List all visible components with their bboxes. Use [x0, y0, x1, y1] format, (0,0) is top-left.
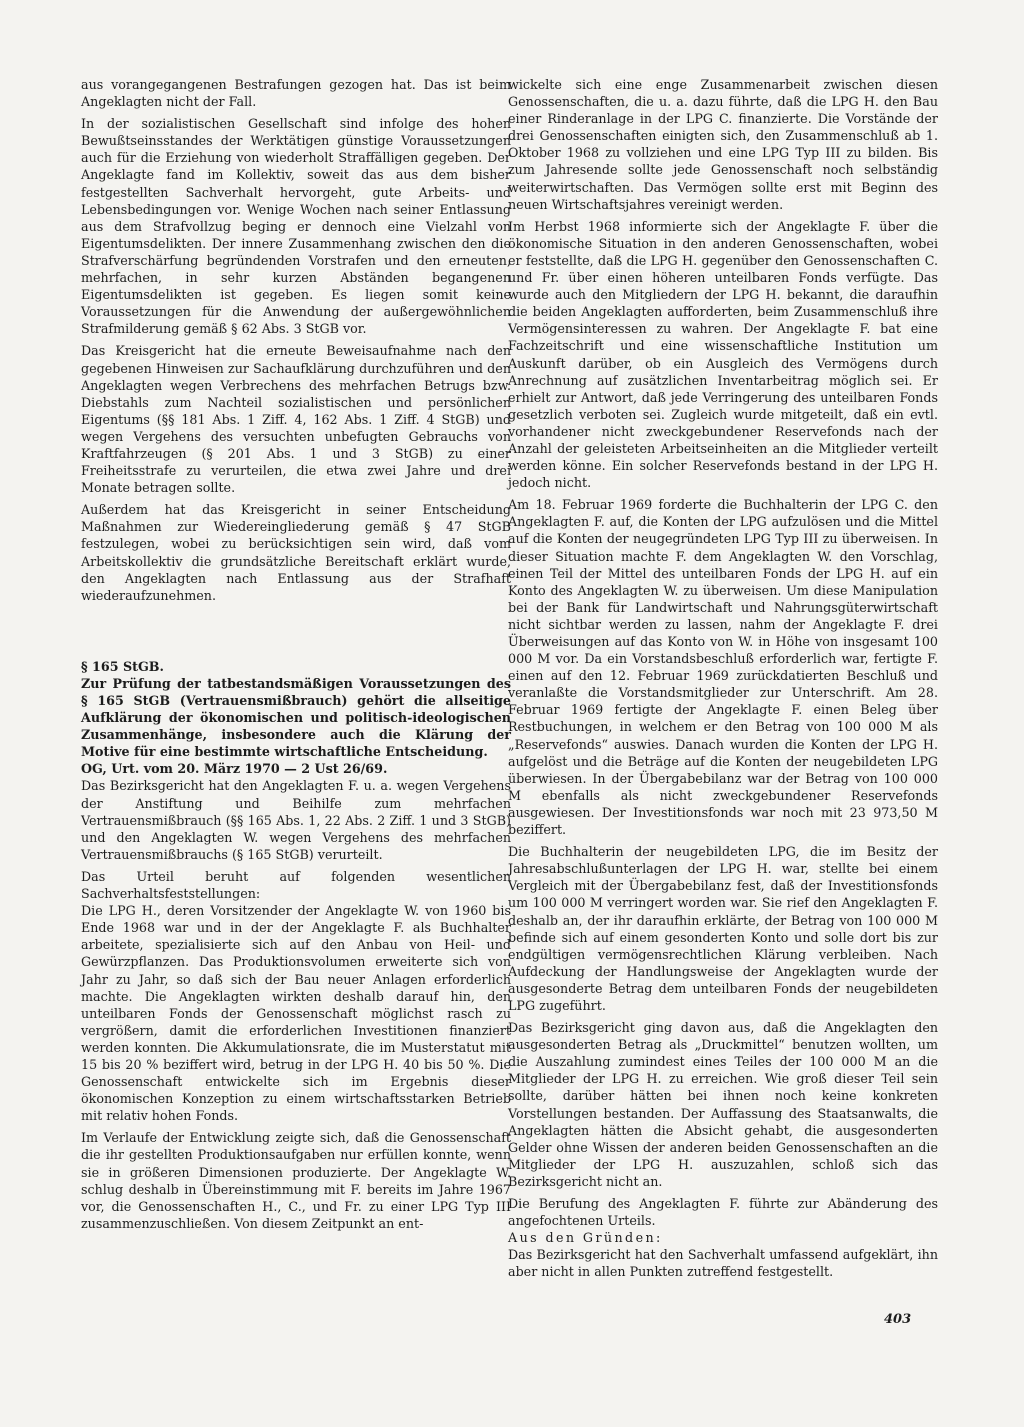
- left-column: [81, 76, 511, 1232]
- paragraph: Am 18. Februar 1969 forderte die Buchhalterin der LPG C. den Angeklagten F. auf, die Konten der LPG aufzulösen und die Mittel auf die Konten der neugegründeten LPG Typ III zu überweisen. In dieser Situation machte F. dem Angeklagten W. den Vorschlag, einen Teil der Mittel des unteilbaren Fonds der LPG H. auf ein Konto des Angeklagten W. zu überweisen. Um diese Manipulation bei der Bank für Landwirtschaft und Nahrungsgüterwirtschaft nicht sichtbar werden zu lassen, nahm der Angeklagte F. drei Überweisungen auf das Konto von W. in Höhe von insgesamt 100 000 M vor. Da ein Vorstandsbeschluß erforderlich war, fertigte F. einen auf den 12. Februar 1969 zurückdatierten Beschluß und veranlaßte die Vorstandsmitglieder zur Unterschrift. Am 28. Februar 1969 fertigte der Angeklagte F. einen Beleg über Restbuchungen, in welchem er den Betrag von 100 000 M als „Reservefonds“ auswies. Danach wurden die Konten der LPG H. aufgelöst und die Beträge auf die Konten der neugebildeten LPG überwiesen. In der Übergabebilanz war der Betrag von 100 000 M ebenfalls als nicht zweckgebundener Reservefonds ausgewiesen. Der Investitionsfonds war noch mit 23 973,50 M beziffert.: [508, 497, 938, 838]
- page-number: 403: [884, 1312, 912, 1327]
- paragraph: wickelte sich eine enge Zusammenarbeit zwischen diesen Genossenschaften, die u. a. dazu führte, daß die LPG H. den Bau einer Rinderanlage in der LPG C. finanzierte. Die Vorstände der drei Genossenschaften einigten sich, den Zusammenschluß ab 1. Oktober 1968 zu vollziehen und eine LPG Typ III zu bilden. Bis zum Jahresende sollte jede Genossenschaft noch selbständig weiterwirtschaften. Das Vermögen sollte erst mit Beginn des neuen Wirtschaftsjahres vereinigt werden.: [508, 77, 938, 212]
- section-heading: § 165 StGB.: [81, 658, 164, 674]
- paragraph: Das Bezirksgericht hat den Sachverhalt umfassend aufgeklärt, ihn aber nicht in allen Punkten zutreffend festgestellt.: [508, 1247, 938, 1280]
- paragraph: Die LPG H., deren Vorsitzender der Angeklagte W. von 1960 bis Ende 1968 war und in der der Angeklagte F. als Buchhalter arbeitete, spezialisierte sich auf den Anbau von Heil- und Gewürzpflanzen. Das Produktionsvolumen erweiterte sich von Jahr zu Jahr, so daß sich der Bau neuer Anlagen erforderlich machte. Die Angeklagten wirkten deshalb darauf hin, den unteilbaren Fonds der Genossenschaft möglichst rasch zu vergrößern, damit die erforderlichen Investitionen finanziert werden konnten. Die Akkumulationsrate, die im Musterstatut mit 15 bis 20 % beziffert wird, betrug in der LPG H. 40 bis 50 %. Die Genossenschaft entwickelte sich im Ergebnis dieser ökonomischen Konzeption zu einem wirtschaftsstarken Betrieb mit relativ hohen Fonds.: [81, 903, 511, 1124]
- paragraph: Außerdem hat das Kreisgericht in seiner Entscheidung Maßnahmen zur Wiedereingliederung gemäß § 47 StGB festzulegen, wobei zu berücksichtigen sein wird, daß vom Arbeitskollektiv die grundsätzliche Bereitschaft erklärt wurde, den Angeklagten nach Entlassung aus der Strafhaft wiederaufzunehmen.: [81, 502, 511, 603]
- paragraph: aus vorangegangenen Bestrafungen gezogen hat. Das ist beim Angeklagten nicht der Fall.: [81, 77, 511, 110]
- paragraph: Das Kreisgericht hat die erneute Beweisaufnahme nach den gegebenen Hinweisen zur Sachaufklärung durchzuführen und den Angeklagten wegen Verbrechens des mehrfachen Betrugs bzw. Diebstahls zum Nachteil sozialistischen und persönlichen Eigentums (§§ 181 Abs. 1 Ziff. 4, 162 Abs. 1 Ziff. 4 StGB) und wegen Vergehens des versuchten unbefugten Gebrauchs von Kraftfahrzeugen (§ 201 Abs. 1 und 3 StGB) zu einer Freiheitsstrafe zu verurteilen, die etwa zwei Jahre und drei Monate betragen sollte.: [81, 343, 511, 496]
- right-column: [508, 76, 938, 1280]
- paragraph: Im Herbst 1968 informierte sich der Angeklagte F. über die ökonomische Situation in den anderen Genossenschaften, wobei er feststellte, daß die LPG H. gegenüber den Genossenschaften C. und Fr. über einen höheren unteilbaren Fonds verfügte. Das wurde auch den Mitgliedern der LPG H. bekannt, die daraufhin die beiden Angeklagten aufforderten, beim Zusammenschluß ihre Vermögensinteressen zu wahren. Der Angeklagte F. bat eine Fachzeitschrift und eine wissenschaftliche Institution um Auskunft darüber, ob ein Ausgleich des Vermögens durch Anrechnung auf zusätzlichen Inventarbeitrag möglich sei. Er erhielt zur Antwort, daß jede Verringerung des unteilbaren Fonds gesetzlich verboten sei. Zugleich wurde mitgeteilt, daß ein evtl. vorhandener nicht zweckgebundener Reservefonds nach der Anzahl der geleisteten Arbeitseinheiten an die Mitglieder verteilt werden könne. Ein solcher Reservefonds bestand in der LPG H. jedoch nicht.: [508, 218, 938, 491]
- paragraph: Die Berufung des Angeklagten F. führte zur Abänderung des angefochtenen Urteils.: [508, 1196, 938, 1229]
- paragraph: Das Bezirksgericht hat den Angeklagten F. u. a. wegen Vergehens der Anstiftung und Beihilfe zum mehrfachen Vertrauensmißbrauch (§§ 165 Abs. 1, 22 Abs. 2 Ziff. 1 und 3 StGB) und den Angeklagten W. wegen Vergehens des mehrfachen Vertrauensmißbrauchs (§ 165 StGB) verurteilt.: [81, 778, 511, 862]
- headnote: Zur Prüfung der tatbestandsmäßigen Voraussetzungen des § 165 StGB (Vertrauensmißbrauch) gehört die allseitige Aufklärung der ökonomischen und politisch-ideologischen Zusammenhänge, insbesondere auch die Klärung der Motive für eine bestimmte wirtschaftliche Entscheidung.: [81, 675, 511, 760]
- paragraph: In der sozialistischen Gesellschaft sind infolge des hohen Bewußtseinsstandes der Werktätigen günstige Voraussetzungen auch für die Erziehung von wiederholt Straffälligen gegeben. Der Angeklagte fand im Kollektiv, soweit das aus dem bisher festgestellten Sachverhalt hervorgeht, gute Arbeits- und Lebensbedingungen vor. Wenige Wochen nach seiner Entlassung aus dem Strafvollzug beging er dennoch eine Vielzahl von Eigentumsdelikten. Der innere Zusammenhang zwischen den die Strafverschärfung begründenden Vorstrafen und den erneuten, mehrfachen, in sehr kurzen Abständen begangenen Eigentumsdelikten ist gegeben. Es liegen somit keine Voraussetzungen für die Anwendung der außergewöhnlichen Strafmilderung gemäß § 62 Abs. 3 StGB vor.: [81, 116, 511, 337]
- paragraph: Das Bezirksgericht ging davon aus, daß die Angeklagten den ausgesonderten Betrag als „Druckmittel“ benutzen wollten, um die Auszahlung zumindest eines Teiles der 100 000 M an die Mitglieder der LPG H. zu erreichen. Wie groß dieser Teil sein sollte, darüber hätten bei ihnen noch keine konkreten Vorstellungen bestanden. Der Auffassung des Staatsanwalts, die Angeklagten hätten die Absicht gehabt, die ausgesonderten Gelder ohne Wissen der anderen beiden Genossenschaften an die Mitglieder der LPG H. auszuzahlen, schloß sich das Bezirksgericht nicht an.: [508, 1020, 938, 1189]
- paragraph: Die Buchhalterin der neugebildeten LPG, die im Besitz der Jahresabschlußunterlagen der LPG H. war, stellte bei einem Vergleich mit der Übergabebilanz fest, daß der Investitionsfonds um 100 000 M verringert worden war. Sie rief den Angeklagten F. deshalb an, der ihr daraufhin erklärte, der Betrag von 100 000 M befinde sich auf einem gesonderten Konto und solle dort bis zur endgültigen vermögensrechtlichen Klärung verbleiben. Nach Aufdeckung der Handlungsweise der Angeklagten wurde der ausgesonderte Betrag dem unteilbaren Fonds der neugebildeten LPG zugeführt.: [508, 844, 938, 1013]
- paragraph: Das Urteil beruht auf folgenden wesentlichen Sachverhaltsfeststellungen:: [81, 868, 511, 902]
- reasons-heading: Aus den Gründen:: [508, 1230, 663, 1246]
- paragraph: Im Verlaufe der Entwicklung zeigte sich, daß die Genossenschaft die ihr gestellten Produktionsaufgaben nur erfüllen konnte, wenn sie in größeren Dimensionen produzierte. Der Angeklagte W. schlug deshalb in Übereinstimmung mit F. bereits im Jahre 1967 vor, die Genossenschaften H., C., und Fr. zu einer LPG Typ III zusammenzuschließen. Von diesem Zeitpunkt an ent-: [81, 1130, 511, 1231]
- court-citation: OG, Urt. vom 20. März 1970 — 2 Ust 26/69.: [81, 761, 388, 777]
